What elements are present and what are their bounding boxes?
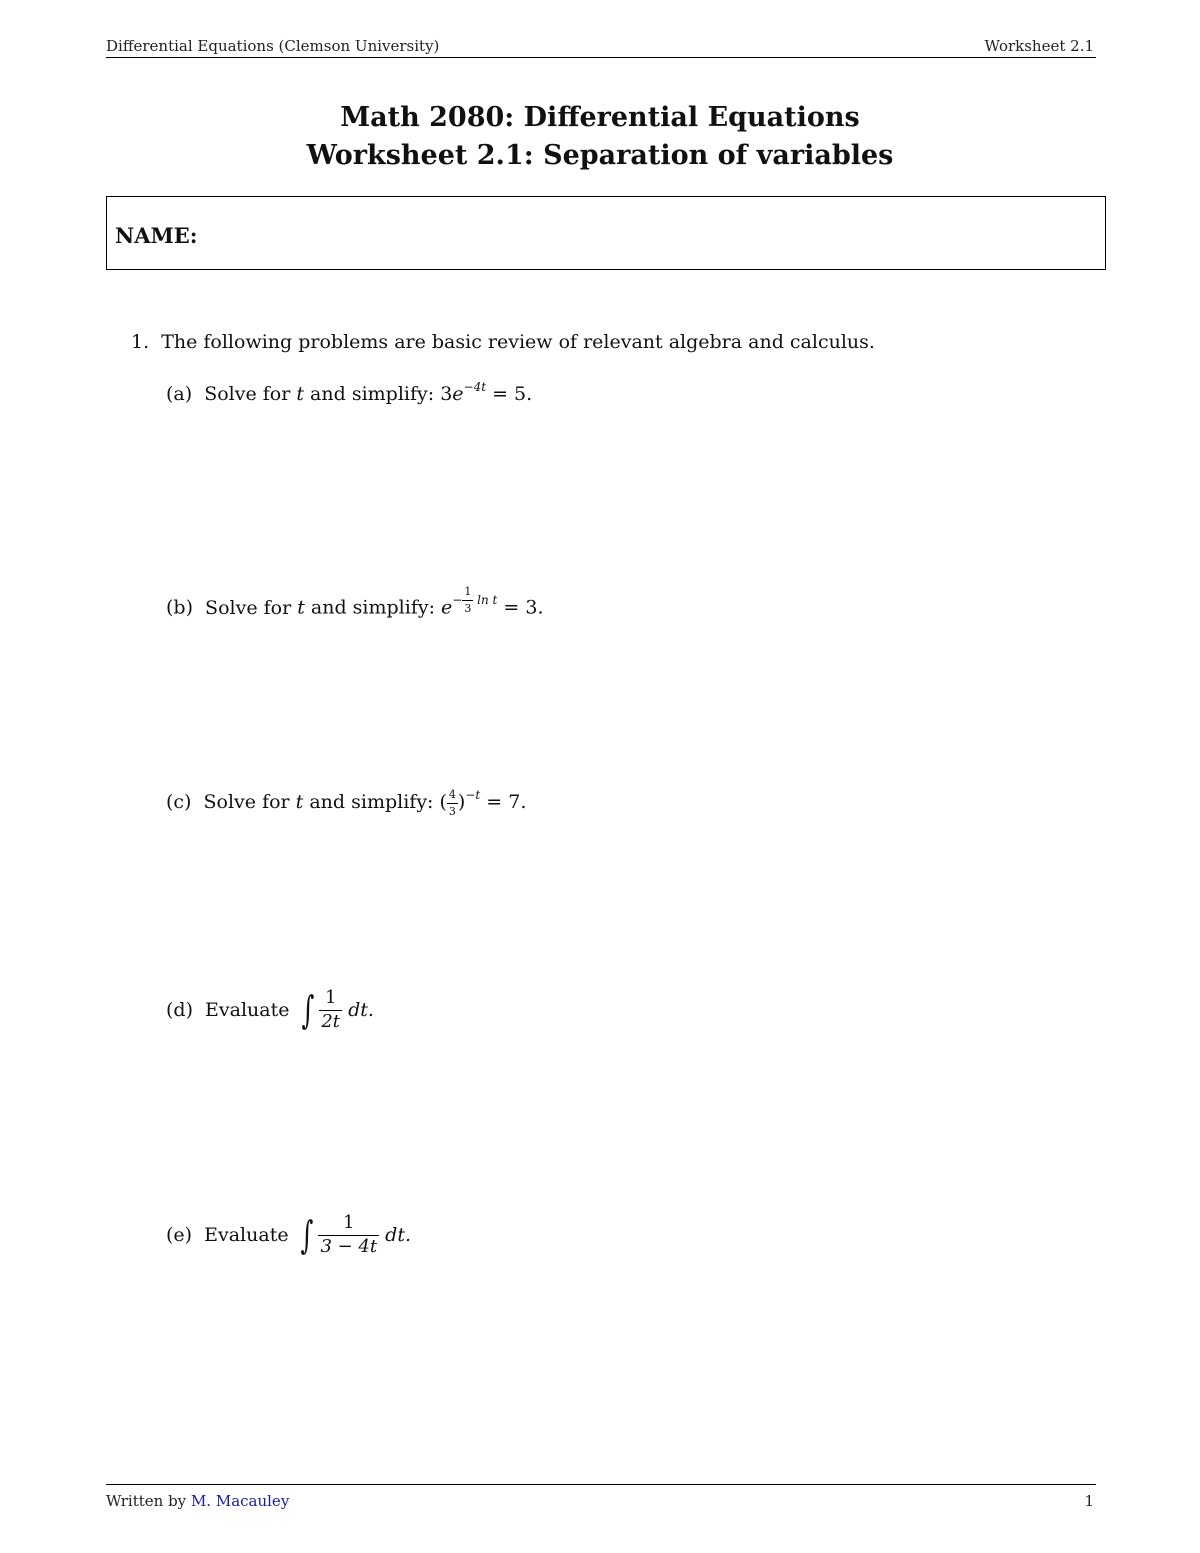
part-e-label: (e) [166, 1224, 193, 1246]
part-c-rest: = 7. [486, 791, 527, 813]
running-header-left: Differential Equations (Clemson University) [106, 37, 440, 55]
part-a-rest: = 5. [492, 383, 533, 405]
part-c-var: t [295, 791, 304, 813]
part-b-exp-num: 1 [462, 586, 473, 601]
integral-sign: ∫ [301, 988, 314, 1032]
part-c-middle: and simplify: [309, 791, 434, 813]
part-b-exponent [452, 585, 498, 615]
part-b-prefix: Solve for [205, 596, 292, 619]
part-e-prefix: Evaluate [204, 1224, 289, 1246]
part-b-exp-fraction [462, 586, 473, 614]
part-c-num: 4 [447, 789, 458, 804]
author-link[interactable]: M. Macauley [190, 1492, 290, 1510]
page-title: Math 2080: Differential Equations [340, 102, 860, 133]
part-d-fraction [319, 986, 342, 1032]
running-header-right: Worksheet 2.1 [984, 37, 1094, 55]
part-e-fraction [318, 1211, 379, 1257]
part-d-dt: dt. [348, 999, 374, 1021]
part-e-den: 3 − 4t [320, 1235, 378, 1257]
part-b-base: e [441, 596, 453, 619]
part-a-exponent: −4t [463, 380, 487, 394]
part-a-label: (a) [166, 383, 193, 405]
part-b-var: t [297, 596, 305, 619]
part-e-dt: dt. [385, 1224, 411, 1246]
part-b-exp-tail: ln t [477, 592, 498, 607]
part-a-middle: and simplify: [310, 383, 435, 405]
integral-sign: ∫ [300, 1213, 313, 1257]
part-a [166, 380, 532, 405]
part-c-exponent: −t [465, 788, 481, 802]
part-d-num: 1 [319, 989, 342, 1011]
part-c-fraction [447, 789, 458, 817]
problem-1 [131, 331, 875, 353]
part-c-open-paren: ( [439, 791, 447, 813]
part-d-den: 2t [321, 1010, 341, 1032]
problem-text: The following problems are basic review of relevant algebra and calculus. [161, 331, 875, 353]
part-a-prefix: Solve for [204, 383, 291, 405]
footer-rule [106, 1484, 1096, 1485]
part-d-label: (d) [166, 999, 193, 1021]
part-d [166, 988, 374, 1032]
part-b-label: (b) [166, 596, 193, 619]
part-a-var: t [296, 383, 304, 405]
part-b-middle: and simplify: [310, 596, 435, 619]
part-c [166, 788, 526, 817]
part-e-num: 1 [318, 1214, 379, 1236]
part-d-prefix: Evaluate [205, 999, 290, 1021]
part-b-exp-sign: − [452, 592, 463, 607]
part-a-base: e [452, 383, 464, 405]
footer-credit [106, 1492, 289, 1510]
header-rule [106, 57, 1096, 58]
name-box[interactable] [106, 196, 1106, 270]
part-c-label: (c) [166, 791, 192, 813]
part-c-close-paren: ) [457, 791, 466, 813]
footer-written-by: Written by [106, 1492, 187, 1510]
part-b [166, 586, 544, 619]
name-label: NAME: [115, 223, 198, 248]
page-subtitle: Worksheet 2.1: Separation of variables [306, 140, 894, 171]
part-c-prefix: Solve for [203, 791, 290, 813]
part-b-rest: = 3. [503, 596, 544, 619]
part-e [166, 1213, 411, 1257]
problem-number: 1. [131, 331, 150, 353]
part-a-coef: 3 [440, 383, 453, 405]
part-b-exp-den: 3 [464, 601, 472, 615]
page-number: 1 [1084, 1492, 1094, 1510]
part-c-den: 3 [448, 804, 456, 818]
